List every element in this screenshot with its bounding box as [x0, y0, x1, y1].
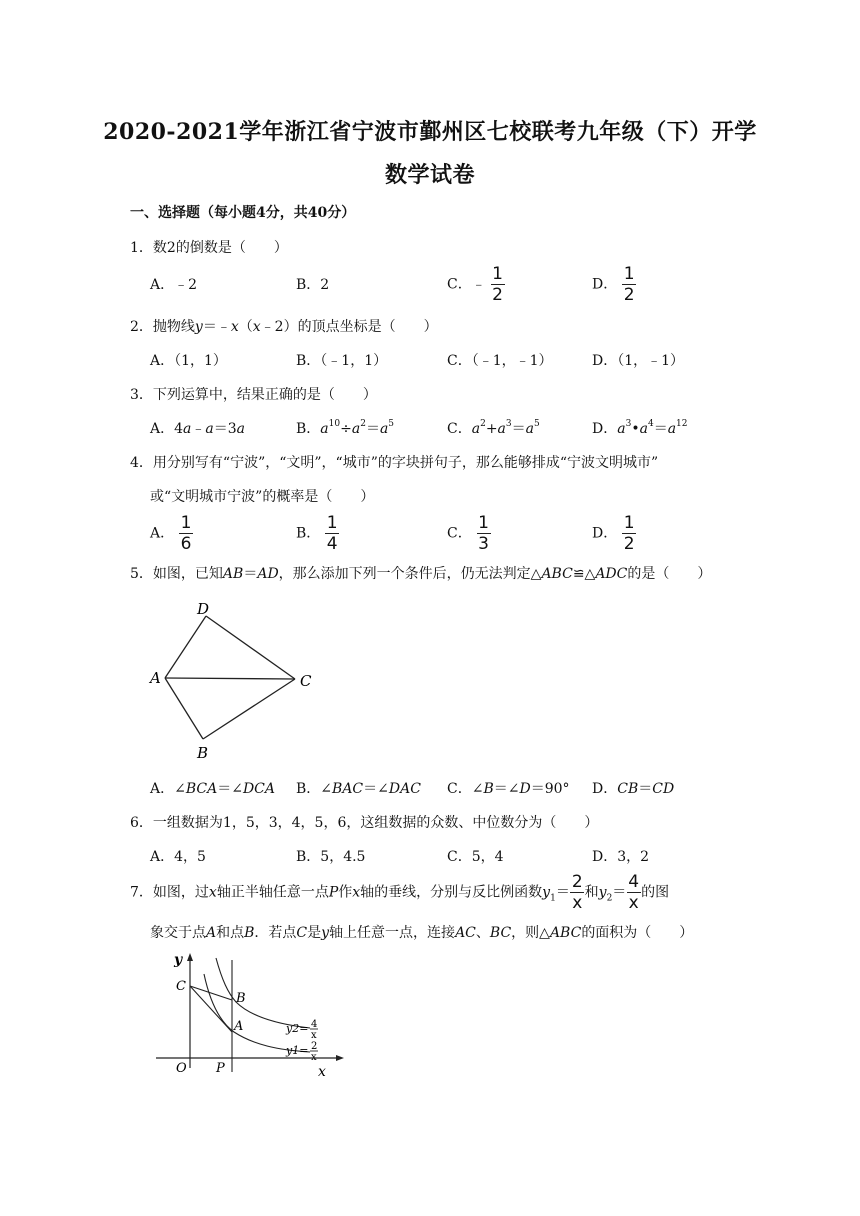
curve-y1: [204, 974, 310, 1052]
y-axis-arrow-icon: [187, 953, 193, 961]
x-axis-arrow-icon: [336, 1055, 344, 1061]
q4-d-prefix: D．: [592, 525, 618, 542]
q5-option-d: D．CB＝CD: [592, 781, 675, 797]
numerator: 4: [628, 872, 640, 892]
segment-ad: [165, 616, 206, 678]
hyperbola-figure: [150, 950, 350, 1080]
fraction: [476, 514, 491, 553]
q1-d-prefix: D．: [592, 276, 618, 293]
numerator: 2: [571, 872, 583, 892]
q6-option-c: C．5，4: [447, 849, 504, 865]
numerator: 1: [326, 513, 338, 533]
question-7-stem-line1: 7．如图，过x轴正半轴任意一点P作x轴的垂线，分别与反比例函数$y_1=$ $\frac{2}{x}$ 和$y_2=$ $\frac{4}{x}$ 的图: [130, 872, 670, 913]
label-p: P: [216, 1061, 225, 1076]
fraction: [622, 265, 637, 304]
label-c: C: [300, 672, 312, 690]
label-d: D: [197, 600, 210, 618]
q3-option-b: B．$a^{10}\div a^2=a^5$: [296, 419, 395, 437]
q4-option-d: [592, 514, 637, 553]
denominator: x: [572, 893, 583, 913]
q5-option-c: C．∠B＝∠D＝90°: [447, 781, 570, 797]
numerator: 1: [623, 264, 635, 284]
q5-option-a: A．∠BCA＝∠DCA: [150, 781, 275, 797]
numerator: 1: [492, 264, 503, 284]
q4-a-prefix: A．: [150, 525, 175, 542]
section-heading: 一、选择题（每小题4分，共40分）: [130, 205, 356, 221]
label-y2-num: 4: [311, 1019, 318, 1030]
q3-option-d: D．$a^3•a^4=a^{12}$: [592, 419, 688, 437]
page-subtitle: 数学试卷: [384, 162, 475, 188]
q1-c-prefix: C．﹣: [447, 276, 486, 293]
question-1-stem: 1．数2的倒数是（ ）: [130, 240, 288, 256]
denominator: 2: [623, 534, 635, 554]
q4-b-prefix: B．: [296, 525, 321, 542]
label-a: A: [150, 669, 161, 687]
q1-option-c: [447, 265, 505, 304]
q4-option-a: [150, 514, 193, 553]
segment-bc: [203, 679, 295, 739]
denominator: 6: [180, 534, 192, 554]
label-b: B: [197, 744, 209, 762]
label-a: A: [234, 1019, 244, 1034]
question-5-stem: 5．如图，已知AB＝AD，那么添加下列一个条件后，仍无法判定△ABC≌△ADC的是（ ）: [130, 566, 712, 582]
label-y: y: [174, 952, 183, 968]
fraction: [622, 514, 637, 553]
question-6-stem: 6．一组数据为1，5，3，4，5，6，这组数据的众数、中位数分为（ ）: [130, 815, 599, 831]
segment-dc: [206, 616, 295, 679]
question-2-stem: 2．抛物线y＝﹣x（x﹣2）的顶点坐标是（ ）: [130, 319, 438, 335]
fraction: [325, 514, 340, 553]
label-y1-den: x: [311, 1052, 317, 1063]
q2-option-b: B．（﹣1，1）: [296, 353, 388, 369]
q1-option-a: A．﹣2: [150, 277, 198, 293]
q2-option-c: C．（﹣1，﹣1）: [447, 353, 553, 369]
q1-option-d: [592, 265, 637, 304]
fraction: [570, 873, 585, 912]
q3-option-a: A．4a﹣a＝3a: [150, 421, 246, 437]
label-y2-den: x: [311, 1030, 317, 1041]
curve-y2: [216, 958, 310, 1028]
numerator: 1: [623, 513, 635, 533]
q6-option-b: B．5，4.5: [296, 849, 366, 865]
numerator: 1: [478, 513, 489, 533]
q2-option-d: D．（1，﹣1）: [592, 353, 685, 369]
q6-option-a: A．4，5: [150, 849, 206, 865]
label-y2: y2=: [286, 1022, 309, 1035]
label-y1: y1=: [286, 1044, 309, 1057]
label-b: B: [236, 991, 246, 1006]
fraction: [179, 514, 194, 553]
question-7-stem-line2: 象交于点A和点B．若点C是y轴上任意一点，连接AC、BC，则△ABC的面积为（ ）: [150, 925, 694, 941]
q3-option-c: C．$a^2+a^3=a^5$: [447, 419, 540, 437]
label-x: x: [318, 1064, 326, 1080]
q6-option-d: D．3，2: [592, 849, 650, 865]
q4-option-b: [296, 514, 340, 553]
label-c: C: [176, 979, 186, 994]
q4-option-c: [447, 514, 491, 553]
q4-c-prefix: C．: [447, 525, 472, 542]
denominator: 2: [623, 285, 635, 305]
denominator: 2: [492, 285, 503, 305]
denominator: x: [628, 893, 639, 913]
denominator: 4: [326, 534, 338, 554]
segment-ac: [165, 678, 295, 679]
fraction: [626, 873, 641, 912]
page-title: 2020-2021学年浙江省宁波市鄞州区七校联考九年级（下）开学: [103, 119, 757, 145]
label-o: O: [176, 1061, 187, 1076]
question-4-stem-line1: 4．用分别写有“宁波”，“文明”，“城市”的字块拼句子，那么能够排成“宁波文明城市”: [130, 455, 659, 471]
numerator: 1: [180, 513, 192, 533]
fraction: [490, 265, 505, 304]
question-4-stem-line2: 或“文明城市宁波”的概率是（ ）: [150, 489, 375, 505]
denominator: 3: [478, 534, 489, 554]
label-y1-num: 2: [311, 1041, 318, 1052]
q1-option-b: B．2: [296, 277, 330, 293]
q5-option-b: B．∠BAC＝∠DAC: [296, 781, 421, 797]
question-3-stem: 3．下列运算中，结果正确的是（ ）: [130, 387, 377, 403]
q2-option-a: A．（1，1）: [150, 353, 227, 369]
triangle-figure: [140, 595, 330, 770]
segment-ab: [165, 678, 203, 739]
